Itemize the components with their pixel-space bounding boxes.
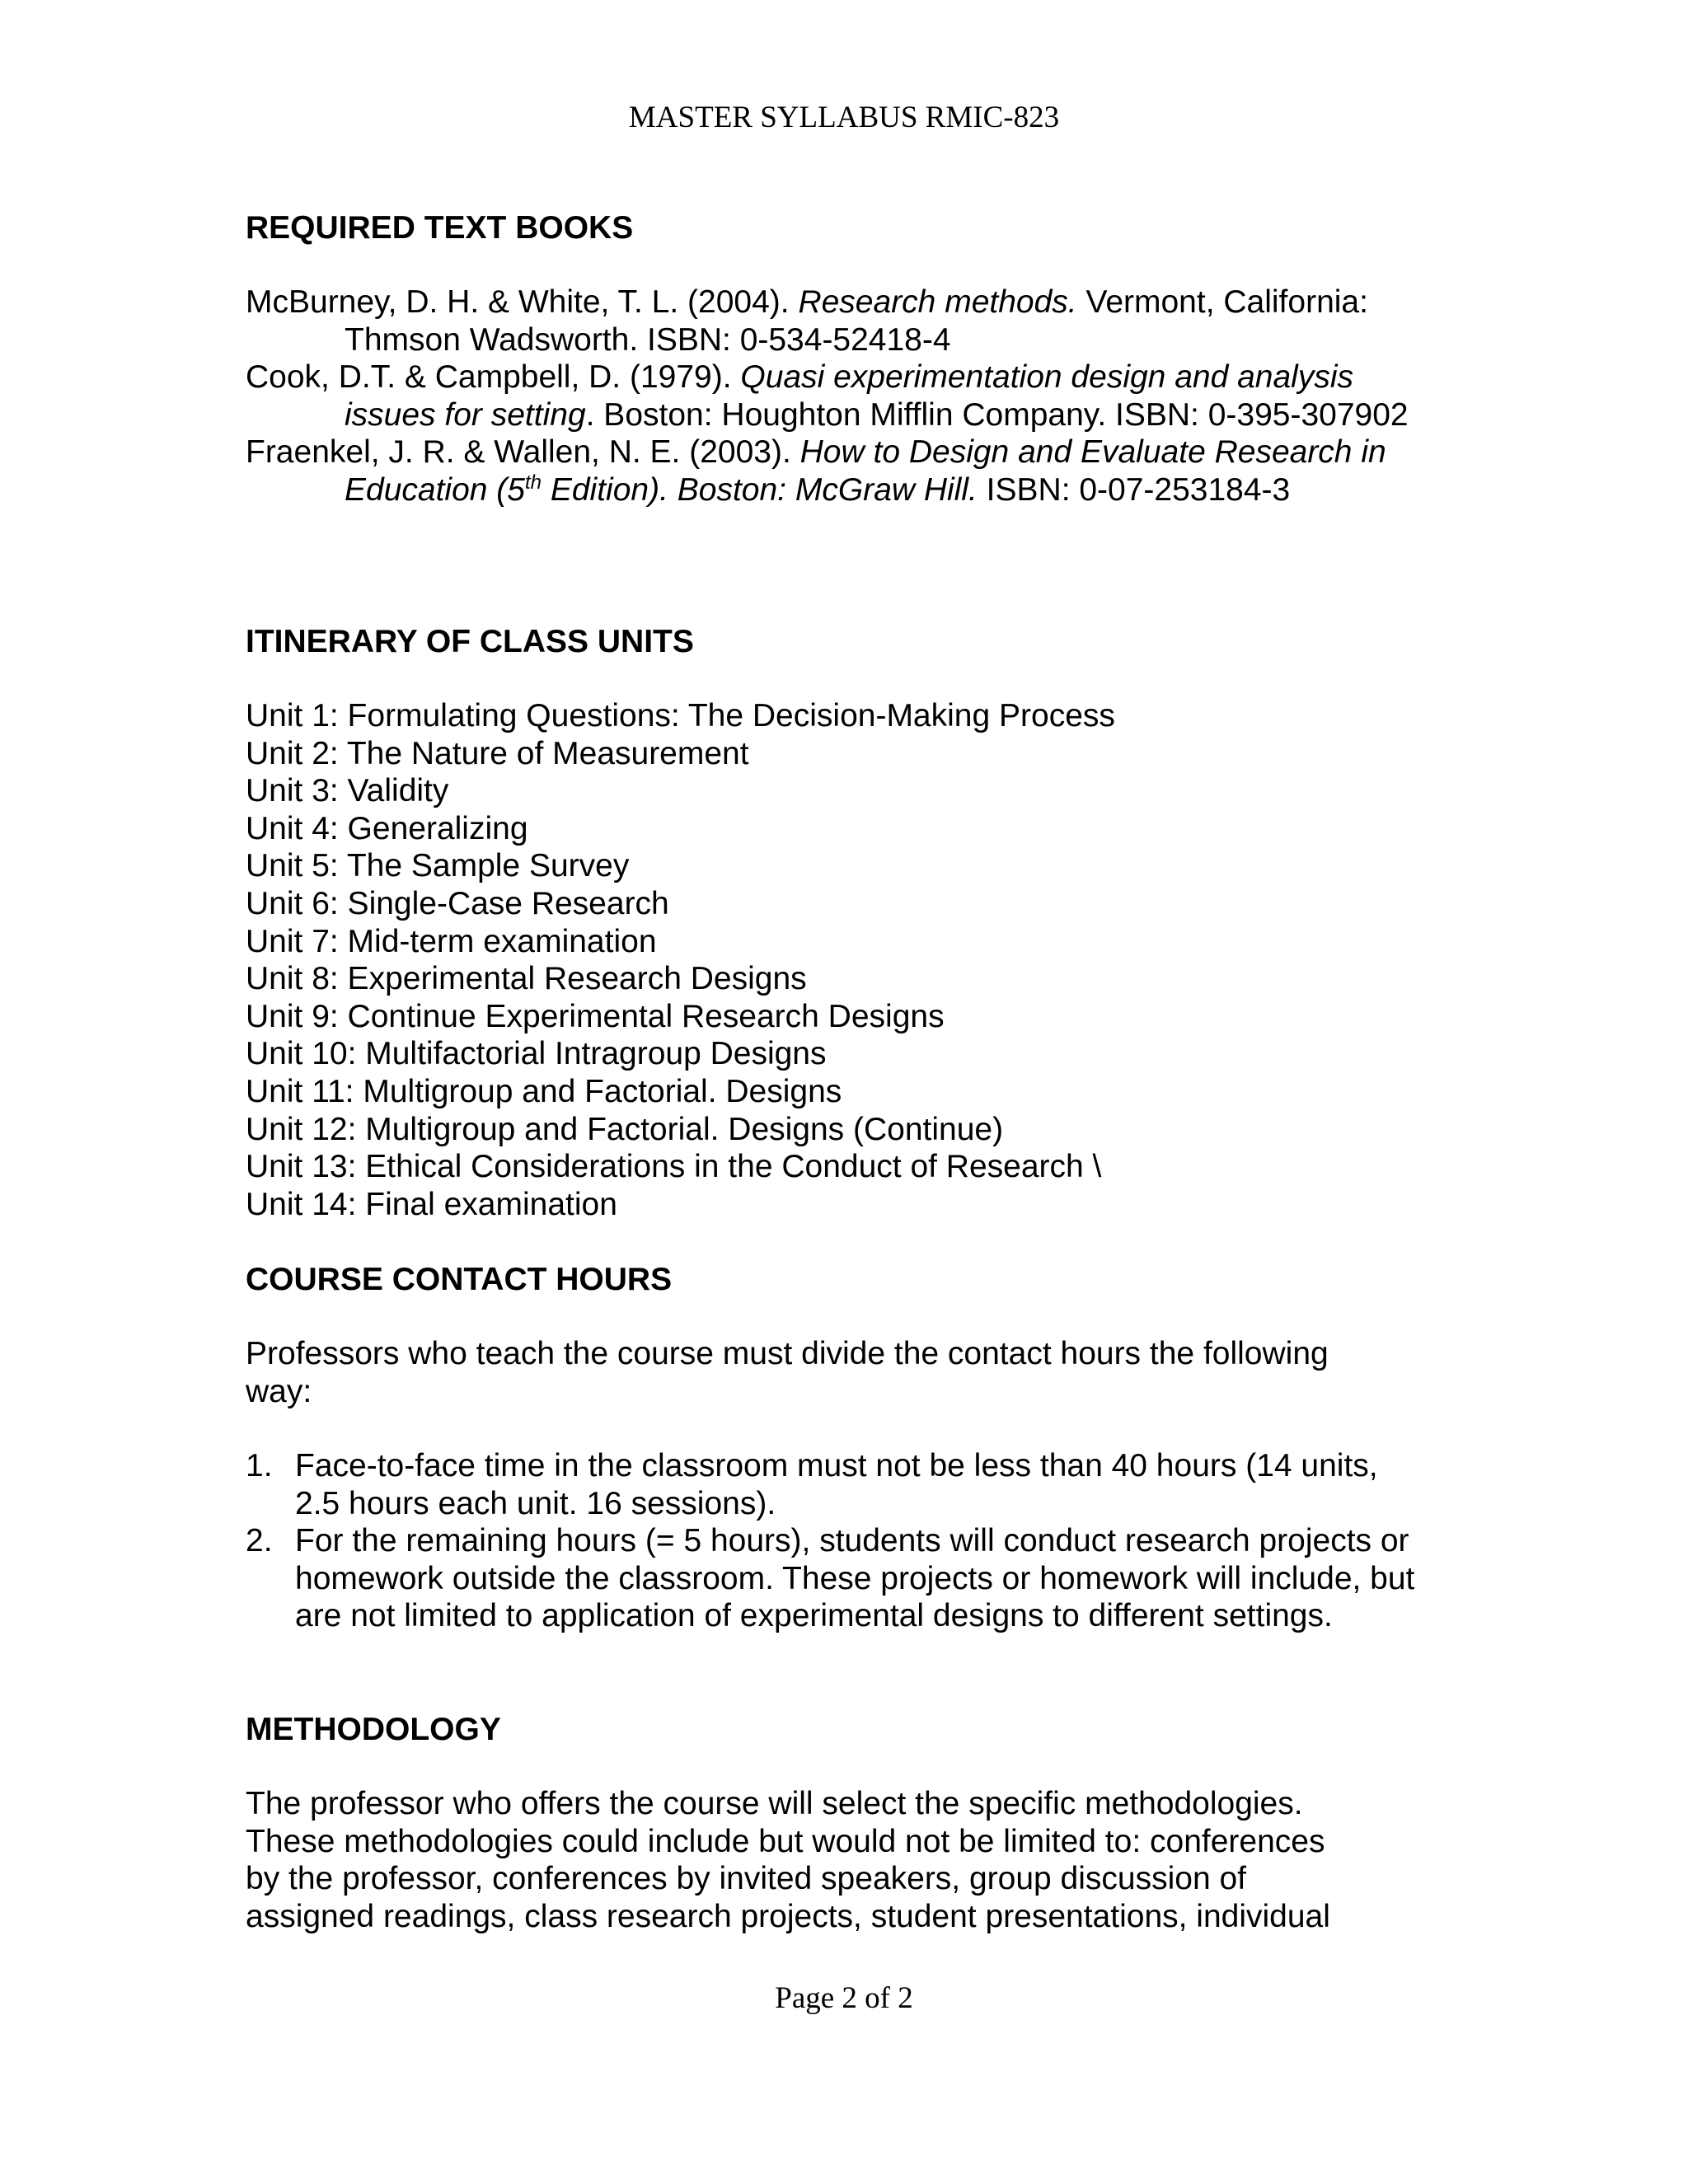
citation-publisher: . Boston: Houghton Mifflin Company. ISBN: 0-395-307902 — [585, 396, 1409, 433]
citation-title: How to Design and Evaluate Research in Education (5 — [345, 434, 1386, 508]
unit-item: Unit 8: Experimental Research Designs — [246, 961, 807, 997]
unit-item: Unit 1: Formulating Questions: The Decision-Making Process — [246, 698, 1115, 733]
list-item — [246, 1447, 1416, 1522]
unit-list — [246, 697, 1449, 1223]
list-item-text: For the remaining hours (= 5 hours), students will conduct research projects or homework outside the classroom. These projects or homework will include, but are not limited to application of experimental designs to different settings. — [295, 1523, 1415, 1634]
unit-item: Unit 13: Ethical Considerations in the Conduct of Research \ — [246, 1149, 1102, 1185]
paragraph-line: These methodologies could include but would not be limited to: conferences — [246, 1823, 1325, 1859]
methodology-heading: METHODOLOGY — [246, 1712, 501, 1747]
page-number: Page 2 of 2 — [775, 1981, 913, 2015]
unit-item: Unit 4: Generalizing — [246, 810, 528, 846]
unit-item: Unit 7: Mid-term examination — [246, 923, 657, 959]
unit-item: Unit 9: Continue Experimental Research Designs — [246, 998, 945, 1034]
paragraph-line: The professor who offers the course will select the specific methodologies. — [246, 1786, 1303, 1821]
citation-title-end: Edition). Boston: McGraw Hill. — [542, 471, 978, 508]
paragraph-line: by the professor, conferences by invited speakers, group discussion of — [246, 1861, 1247, 1897]
unit-item: Unit 10: Multifactorial Intragroup Designs — [246, 1036, 827, 1072]
citation-isbn: ISBN: 0-07-253184-3 — [977, 471, 1291, 508]
textbook-entry — [246, 284, 1449, 359]
paragraph-line: assigned readings, class research projects, student presentations, individual — [246, 1898, 1330, 1934]
textbook-entry — [246, 359, 1449, 434]
unit-item: Unit 6: Single-Case Research — [246, 885, 669, 921]
contact-hours-heading: COURSE CONTACT HOURS — [246, 1262, 673, 1297]
list-number: 2. — [246, 1523, 273, 1559]
unit-item: Unit 14: Final examination — [246, 1186, 617, 1222]
textbook-entry — [246, 434, 1449, 509]
itinerary-heading: ITINERARY OF CLASS UNITS — [246, 624, 694, 659]
unit-item: Unit 5: The Sample Survey — [246, 848, 630, 884]
textbooks-heading: REQUIRED TEXT BOOKS — [246, 210, 634, 246]
citation-title: Research methods. — [798, 284, 1077, 320]
edition-superscript: th — [524, 471, 542, 494]
citation-authors: Fraenkel, J. R. & Wallen, N. E. (2003). — [246, 434, 800, 471]
methodology-paragraph — [246, 1785, 1449, 1935]
unit-item: Unit 2: The Nature of Measurement — [246, 735, 749, 771]
list-item-text: Face-to-face time in the classroom must not be less than 40 hours (14 units, 2.5 hours each unit. 16 sessions). — [295, 1448, 1378, 1521]
list-item — [246, 1522, 1416, 1635]
contact-hours-list — [246, 1447, 1416, 1635]
unit-item: Unit 3: Validity — [246, 773, 449, 809]
running-header: MASTER SYLLABUS RMIC-823 — [628, 101, 1060, 134]
citation-publisher: Vermont, California: Thmson Wadsworth. ISBN: 0-534-52418-4 — [345, 284, 1368, 358]
list-number: 1. — [246, 1448, 273, 1483]
citation-authors: Cook, D.T. & Campbell, D. (1979). — [246, 359, 741, 396]
unit-item: Unit 11: Multigroup and Factorial. Designs — [246, 1073, 842, 1109]
unit-item: Unit 12: Multigroup and Factorial. Designs (Continue) — [246, 1111, 1004, 1147]
citation-title: Quasi experimentation design and analysis issues for setting — [345, 359, 1353, 433]
citation-authors: McBurney, D. H. & White, T. L. (2004). — [246, 284, 799, 320]
textbook-list — [246, 284, 1449, 509]
contact-hours-intro: Professors who teach the course must divide the contact hours the following way: — [246, 1336, 1329, 1409]
